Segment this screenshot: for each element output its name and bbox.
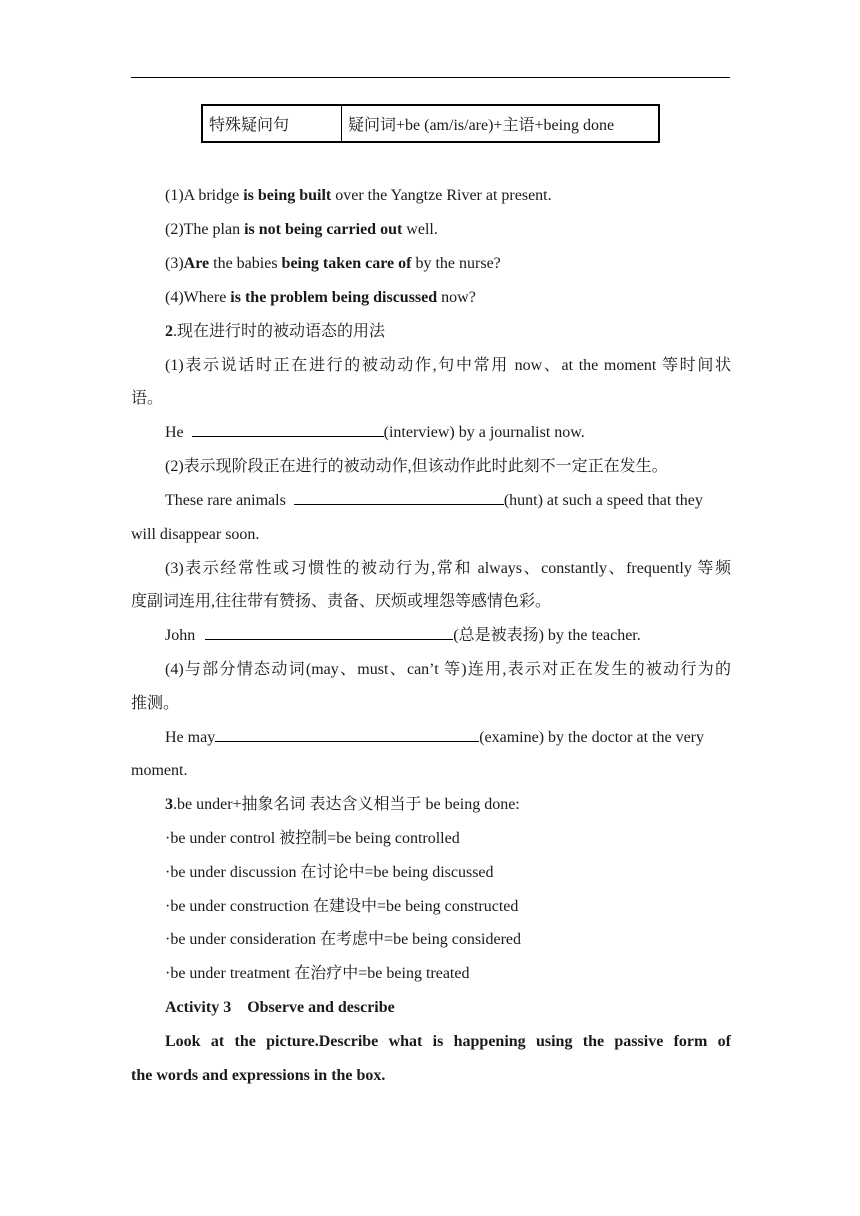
usage-1-text: (1)表示说话时正在进行的被动动作,句中常用 now、at the moment 等时间状 — [165, 357, 731, 374]
example-3: (3)Are the babies being taken care of by the nurse? — [165, 255, 501, 272]
table-row — [202, 105, 659, 142]
usage-2-text: (2)表示现阶段正在进行的被动动作,但该动作此时此刻不一定正在发生。 — [165, 458, 668, 475]
list-item: ·be under discussion 在讨论中=be being discussed — [165, 864, 494, 881]
row-label-cell: 特殊疑问句 — [202, 105, 342, 142]
activity-instruction-cont: the words and expressions in the box. — [131, 1067, 386, 1084]
example-4: (4)Where is the problem being discussed now? — [165, 289, 476, 306]
example-blank-2: These rare animals (hunt) at such a speed that they — [165, 484, 731, 518]
usage-3-text-cont: 度副词连用,往往带有赞扬、责备、厌烦或埋怨等感情色彩。 — [131, 593, 552, 610]
answer-blank[interactable] — [205, 621, 453, 640]
section-2-heading: 2.现在进行时的被动语态的用法 — [165, 323, 386, 340]
usage-4-text: (4)与部分情态动词(may、must、can’t 等)连用,表示对正在发生的被动行为的 — [165, 661, 731, 678]
answer-blank[interactable] — [192, 418, 384, 437]
usage-1-text-cont: 语。 — [131, 390, 164, 407]
example-2: (2)The plan is not being carried out well. — [165, 221, 438, 238]
example-blank-4: He may (examine) by the doctor at the very — [165, 721, 731, 755]
list-item: ·be under construction 在建设中=be being constructed — [165, 898, 519, 915]
usage-3-text: (3)表示经常性或习惯性的被动行为,常和 always、constantly、frequently 等频 — [165, 560, 731, 577]
example-1: (1)A bridge is being built over the Yangtze River at present. — [165, 187, 552, 204]
list-item: ·be under consideration 在考虑中=be being considered — [165, 931, 522, 948]
pattern-table — [201, 104, 660, 143]
example-2-cont: will disappear soon. — [131, 526, 260, 543]
section-3-heading: 3.be under+抽象名词 表达含义相当于 be being done: — [165, 796, 520, 813]
activity-instruction: Look at the picture.Describe what is happening using the passive form of — [165, 1033, 731, 1050]
usage-4-text-cont: 推测。 — [131, 695, 180, 712]
row-pattern-cell: 疑问词+be (am/is/are)+主语+being done — [342, 105, 660, 142]
example-4-cont: moment. — [131, 762, 188, 779]
example-blank-3: John (总是被表扬) by the teacher. — [165, 619, 731, 653]
list-item: ·be under control 被控制=be being controlled — [165, 830, 460, 847]
activity-heading: Activity 3 Observe and describe — [165, 999, 395, 1016]
answer-blank[interactable] — [215, 723, 479, 742]
example-blank-1: He (interview) by a journalist now. — [165, 416, 731, 450]
header-rule — [131, 77, 730, 78]
answer-blank[interactable] — [294, 486, 504, 505]
list-item: ·be under treatment 在治疗中=be being treated — [165, 965, 470, 982]
